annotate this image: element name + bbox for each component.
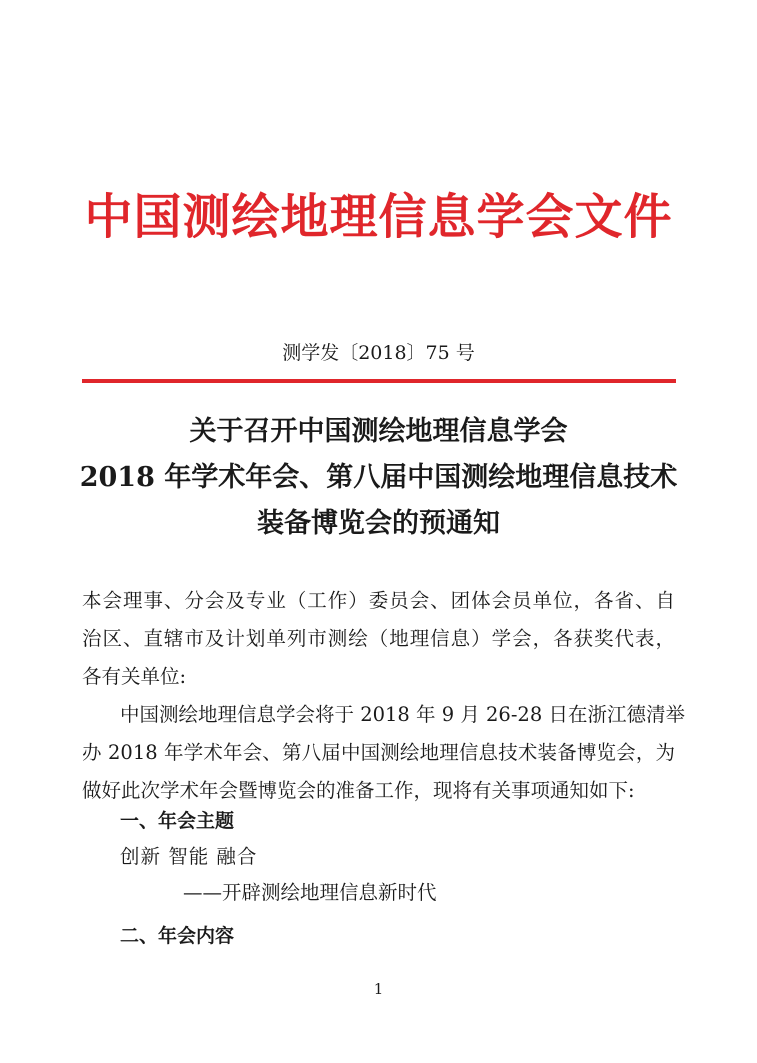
document-number: 测学发〔2018〕75 号: [282, 342, 475, 364]
title-line-3: 装备博览会的预通知: [257, 508, 500, 539]
intro-line-3: 做好此次学术年会暨博览会的准备工作，现将有关事项通知如下:: [82, 779, 635, 802]
recipients-line-2: 治区、直辖市及计划单列市测绘（地理信息）学会，各获奖代表，: [82, 627, 675, 650]
recipients-line-3: 各有关单位:: [82, 665, 187, 688]
red-divider-line: [82, 379, 676, 383]
section-2-heading: 二、年会内容: [120, 925, 235, 947]
page-number: 1: [373, 980, 384, 998]
annual-theme-subtitle: ——开辟测绘地理信息新时代: [183, 881, 437, 904]
intro-line-1: 中国测绘地理信息学会将于 2018 年 9 月 26-28 日在浙江德清举: [120, 703, 685, 726]
document-masthead: 中国测绘地理信息学会文件: [84, 189, 673, 245]
intro-line-2: 办 2018 年学术年会、第八届中国测绘地理信息技术装备博览会，为: [82, 741, 675, 764]
recipients-line-1: 本会理事、分会及专业（工作）委员会、团体会员单位，各省、自: [82, 589, 675, 612]
title-line-1: 关于召开中国测绘地理信息学会: [189, 416, 568, 447]
section-1-heading: 一、年会主题: [120, 810, 235, 832]
title-line-2: 2018 年学术年会、第八届中国测绘地理信息技术: [79, 462, 678, 493]
annual-theme: 创新 智能 融合: [120, 845, 258, 868]
